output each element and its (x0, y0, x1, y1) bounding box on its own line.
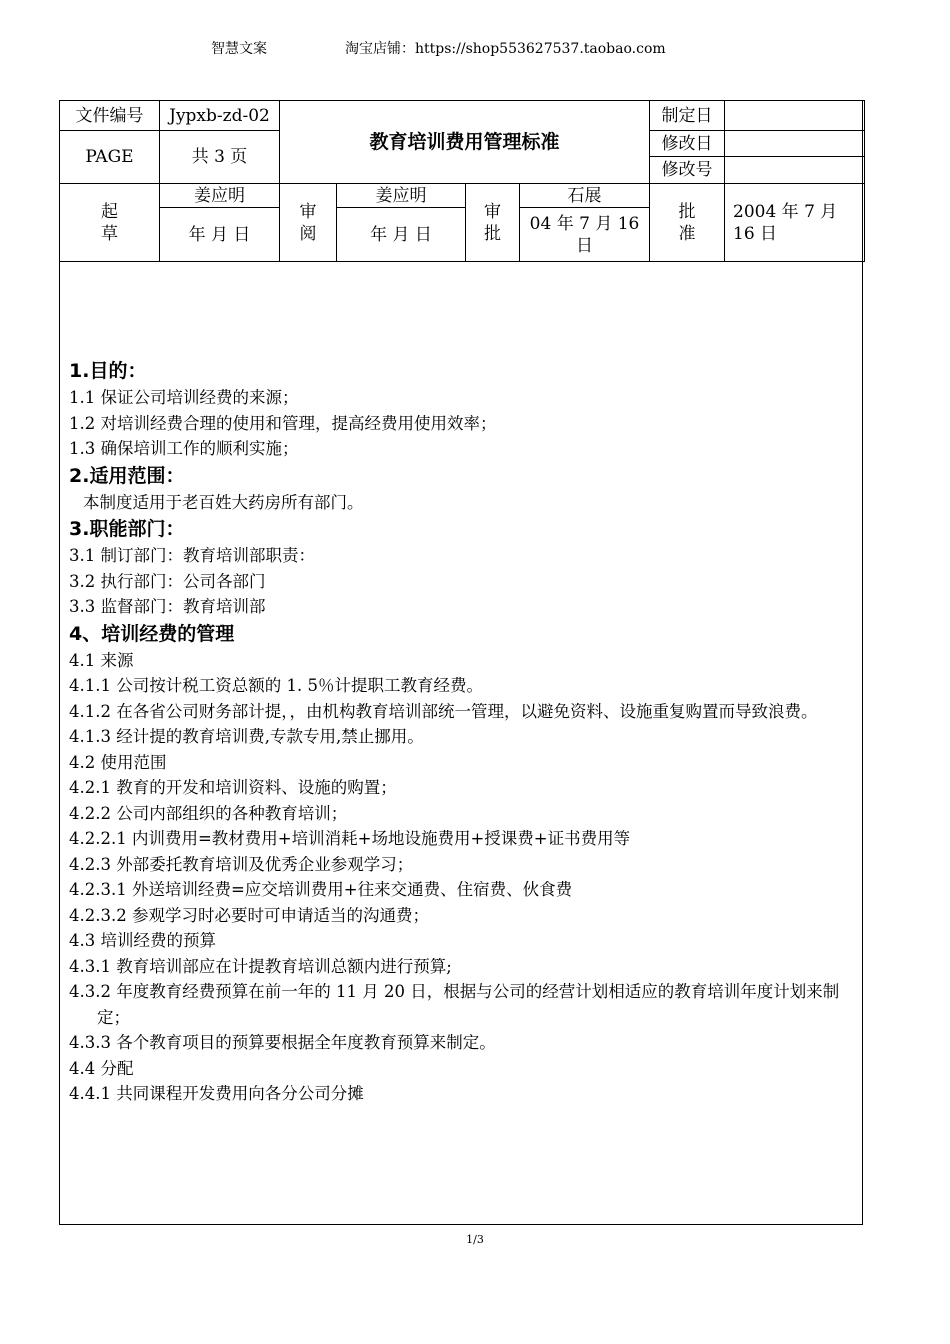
item-4-1-1: 4.1.1 公司按计税工资总额的 1. 5％计提职工教育经费。 (69, 676, 483, 695)
item-4-3: 4.3 培训经费的预算 (69, 931, 216, 950)
item-4-3-2: 4.3.2 年度教育经费预算在前一年的 11 月 20 日，根据与公司的经营计划相适应的教育培训年度计划来制定； (69, 982, 840, 1027)
page-count: 共 3 页 (160, 131, 280, 184)
section-1-heading: 1.目的： (69, 360, 147, 382)
item-3-2: 3.2 执行部门：公司各部门 (69, 571, 266, 591)
made-date-label: 制定日 (650, 101, 725, 131)
document-title: 教育培训费用管理标准 (280, 101, 650, 184)
item-4-2-3-1: 4.2.3.1 外送培训经费=应交培训费用+往来交通费、住宿费、伙食费 (69, 880, 573, 899)
item-3-3: 3.3 监督部门：教育培训部 (69, 597, 266, 616)
item-4-1-2: 4.1.2 在各省公司财务部计提，，由机构教育培训部统一管理，以避免资料、设施重复购置而导致浪费。 (69, 701, 818, 721)
page-number: 1/3 (466, 1233, 484, 1246)
item-4-2-1: 4.2.1 教育的开发和培训资料、设施的购置； (69, 778, 397, 797)
item-4-2-2: 4.2.2 公司内部组织的各种教育培训； (69, 803, 348, 823)
doc-no-value: Jypxb-zd-02 (160, 101, 280, 131)
section-3-heading: 3.职能部门： (69, 518, 185, 540)
check-date: 04 年 7 月 16 日 (520, 208, 650, 262)
item-4-4: 4.4 分配 (69, 1058, 134, 1078)
page-label: PAGE (60, 131, 160, 184)
check-name: 石展 (520, 184, 650, 208)
header-shop-url: 淘宝店铺：https://shop553627537.taobao.com (345, 41, 666, 57)
item-4-1-3: 4.1.3 经计提的教育培训费,专款专用,禁止挪用。 (69, 727, 424, 746)
item-4-2-3: 4.2.3 外部委托教育培训及优秀企业参观学习； (69, 854, 414, 874)
doc-no-label: 文件编号 (60, 101, 160, 131)
check-label: 审 批 (466, 184, 520, 262)
draft-name: 姜应明 (160, 184, 280, 208)
made-date-value (725, 101, 865, 131)
approve-date: 2004 年 7 月 16 日 (725, 184, 865, 262)
item-4-2-3-2: 4.2.3.2 参观学习时必要时可申请适当的沟通费； (69, 905, 429, 925)
item-4-2-2-1: 4.2.2.1 内训费用=教材费用+培训消耗+场地设施费用+授课费+证书费用等 (69, 829, 631, 848)
item-4-1: 4.1 来源 (69, 650, 134, 670)
revise-date-label: 修改日 (650, 131, 725, 157)
draft-date: 年 月 日 (160, 208, 280, 262)
item-1-2: 1.2 对培训经费合理的使用和管理，提高经费用使用效率； (69, 413, 497, 433)
revise-no-label: 修改号 (650, 157, 725, 184)
revise-no-value (725, 157, 865, 184)
approve-label: 批 准 (650, 184, 725, 262)
item-1-1: 1.1 保证公司培训经费的来源； (69, 388, 299, 407)
item-4-3-1: 4.3.1 教育培训部应在计提教育培训总额内进行预算; (69, 956, 452, 976)
item-2-text: 本制度适用于老百姓大药房所有部门。 (83, 492, 364, 512)
revise-date-value (725, 131, 865, 157)
page-header (0, 38, 950, 58)
document-body (69, 357, 859, 1107)
section-2-heading: 2.适用范围： (69, 464, 185, 487)
item-4-2: 4.2 使用范围 (69, 752, 167, 772)
draft-label: 起 草 (60, 184, 160, 262)
section-4-heading: 4、培训经费的管理 (69, 622, 235, 645)
review-label: 审 阅 (280, 184, 337, 262)
review-date: 年 月 日 (337, 208, 466, 262)
document-meta-table (59, 100, 865, 262)
item-1-3: 1.3 确保培训工作的顺利实施； (69, 439, 299, 458)
item-4-4-1: 4.4.1 共同课程开发费用向各分公司分摊 (69, 1084, 364, 1103)
review-name: 姜应明 (337, 184, 466, 208)
item-3-1: 3.1 制订部门：教育培训部职责： (69, 546, 315, 565)
item-4-3-3: 4.3.3 各个教育项目的预算要根据全年度教育预算来制定。 (69, 1033, 496, 1052)
header-brand: 智慧文案 (211, 41, 267, 57)
